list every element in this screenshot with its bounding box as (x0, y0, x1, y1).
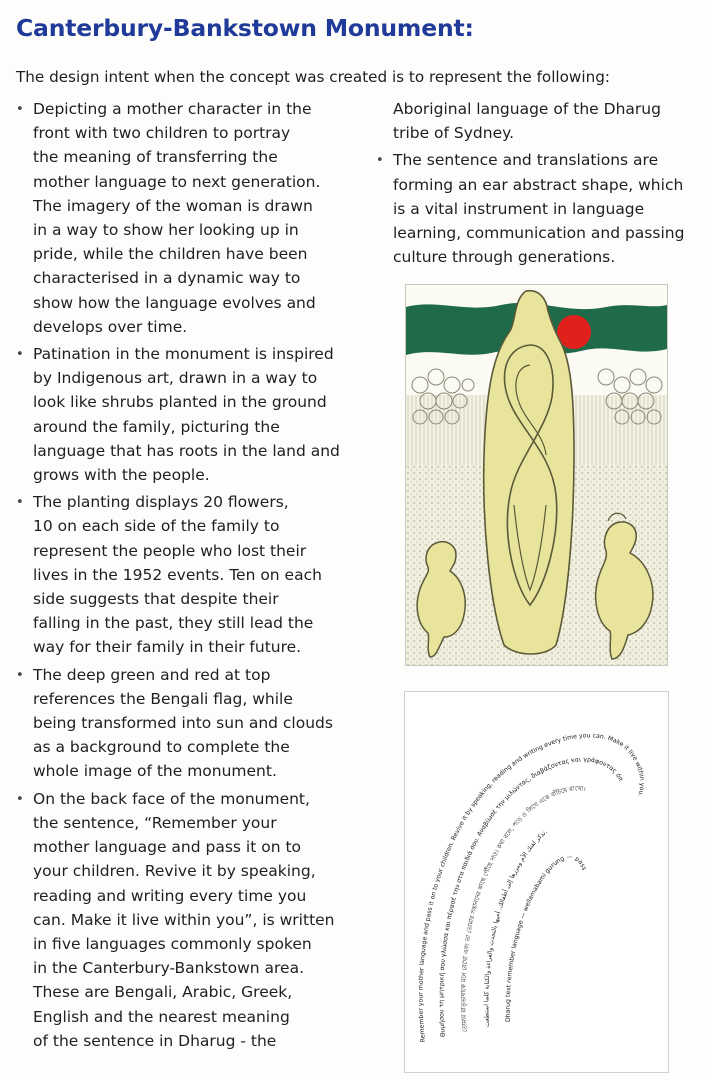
bullet-text-line: On the back face of the monument, (33, 789, 310, 808)
bullet-text-line: The sentence and translations are (393, 151, 659, 170)
bullet-text-line: culture through generations. (393, 248, 616, 267)
bullet-text-line: whole image of the monument. (33, 762, 277, 781)
bullet-text-line: by Indigenous art, drawn in a way to (33, 369, 318, 388)
bullet-text-line: is a vital instrument in language (393, 199, 645, 218)
bullet-text-line: characterised in a dynamic way to (33, 269, 301, 288)
bullet-text-line: references the Bengali flag, while (33, 689, 293, 708)
left-bullet-list (12, 97, 357, 1053)
bullet-text-line: can. Make it live within you”, is written (33, 910, 335, 929)
ear-text-line-4: تذكر لغتك الأم ومررها إلى أطفالك. أحيها بالتحدث والقراءة والكتابة كلما استطعت. (483, 828, 549, 1028)
right-bullet-list (372, 148, 702, 269)
bullet-text-line: way for their family in their future. (33, 638, 302, 657)
bullet-text-line: Patination in the monument is inspired (33, 345, 334, 364)
bullet-text-line: front with two children to portray (33, 124, 291, 143)
bullet-text-line: in the Canterbury-Bankstown area. (33, 959, 305, 978)
bullet-item (372, 148, 702, 269)
ear-shape-artwork (405, 692, 668, 1072)
page-title: Canterbury-Bankstown Monument: (16, 14, 474, 42)
intro-text: The design intent when the concept was created is to represent the following: (16, 68, 610, 86)
bullet-text-line: being transformed into sun and clouds (33, 714, 333, 733)
bullet-text-line: Depicting a mother character in the (33, 100, 312, 118)
bullet-text-line: your children. Revive it by speaking, (33, 862, 316, 881)
bullet-dot-icon: • (376, 153, 384, 169)
bullet-dot-icon: • (16, 102, 24, 117)
bullet-text-line: the sentence, “Remember your (33, 813, 277, 832)
bullet-item (12, 490, 357, 659)
bullet-item (12, 787, 357, 1053)
bullet-text-line: as a background to complete the (33, 738, 290, 757)
bullet-text-line: reading and writing every time you (33, 886, 307, 905)
bullet-text-line: mother language to next generation. (33, 172, 321, 191)
bullet-text-line: 10 on each side of the family to (33, 517, 280, 536)
bullet-text-line: These are Bengali, Arabic, Greek, (33, 983, 293, 1002)
monument-back-illustration (404, 691, 669, 1073)
bullet-text-line: in a way to show her looking up in (33, 221, 299, 240)
ear-text-line-1: Remember your mother language and pass it on to your children. Revive it by speaking, reading and writing every time you can. Make it live within you. (417, 732, 646, 1043)
ear-text-line-3: তোমার মাতৃভাষাকে মনে রেখো এবং তা তোমার সন্তানদের কাছে পৌঁছে দাও। কথা বলে, পড়ে ও লিখে একে বাঁচিয়ে রাখো। (460, 785, 587, 1033)
bullet-text-line: falling in the past, they still lead the (33, 614, 314, 633)
monument-front-illustration (405, 284, 668, 666)
bullet-text-line: learning, communication and passing (393, 224, 685, 243)
bullet-text-line: The imagery of the woman is drawn (33, 196, 313, 215)
monument-front-artwork (406, 285, 667, 665)
bullet-text-line: English and the nearest meaning (33, 1007, 290, 1026)
bullet-dot-icon: • (16, 667, 24, 683)
bullet-text-line: lives in the 1952 events. Ten on each (33, 565, 322, 584)
bullet-item (12, 342, 357, 487)
bullet-text-line: show how the language evolves and (33, 293, 316, 312)
bullet-text-line: grows with the people. (33, 466, 210, 485)
bullet-text-line: The deep green and red at top (33, 665, 271, 684)
bullet-dot-icon: • (16, 495, 24, 511)
bullet-text-line: develops over time. (33, 317, 188, 336)
ear-text-line-2: Θυμήσου τη μητρική σου γλώσσα και πέρασέ την στα παιδιά σου. Αναβίωσέ την μιλώντας, διαβάζοντας και γράφοντας όπ (438, 756, 625, 1038)
continued-text-line: Aboriginal language of the Dharug (393, 100, 661, 118)
bullet-text-line: language that has roots in the land and (33, 441, 340, 460)
bullet-text-line: look like shrubs planted in the ground (33, 393, 327, 412)
bullet-item (12, 663, 357, 784)
continued-text-line: tribe of Sydney. (393, 124, 515, 143)
bullet-text-line: the meaning of transferring the (33, 148, 278, 167)
bullet-dot-icon: • (16, 791, 24, 807)
bullet-text-line: forming an ear abstract shape, which (393, 175, 684, 194)
right-column (372, 97, 702, 272)
bullet-text-line: side suggests that despite their (33, 590, 279, 609)
ear-text-line-5: Dharug text remember language — wellamabami gurung — pass (504, 853, 588, 1023)
bullet-text-line: mother language and pass it on to (33, 838, 302, 857)
bullet-text-line: in five languages commonly spoken (33, 934, 312, 953)
bullet-dot-icon: • (16, 347, 24, 363)
bullet-item (12, 97, 357, 339)
continued-paragraph (372, 97, 702, 145)
bullet-text-line: pride, while the children have been (33, 245, 308, 264)
bullet-text-line: The planting displays 20 flowers, (33, 493, 289, 512)
left-column (12, 97, 357, 1056)
bullet-text-line: of the sentence in Dharug - the (33, 1031, 277, 1050)
bullet-text-line: around the family, picturing the (33, 417, 280, 436)
bullet-text-line: represent the people who lost their (33, 541, 307, 560)
